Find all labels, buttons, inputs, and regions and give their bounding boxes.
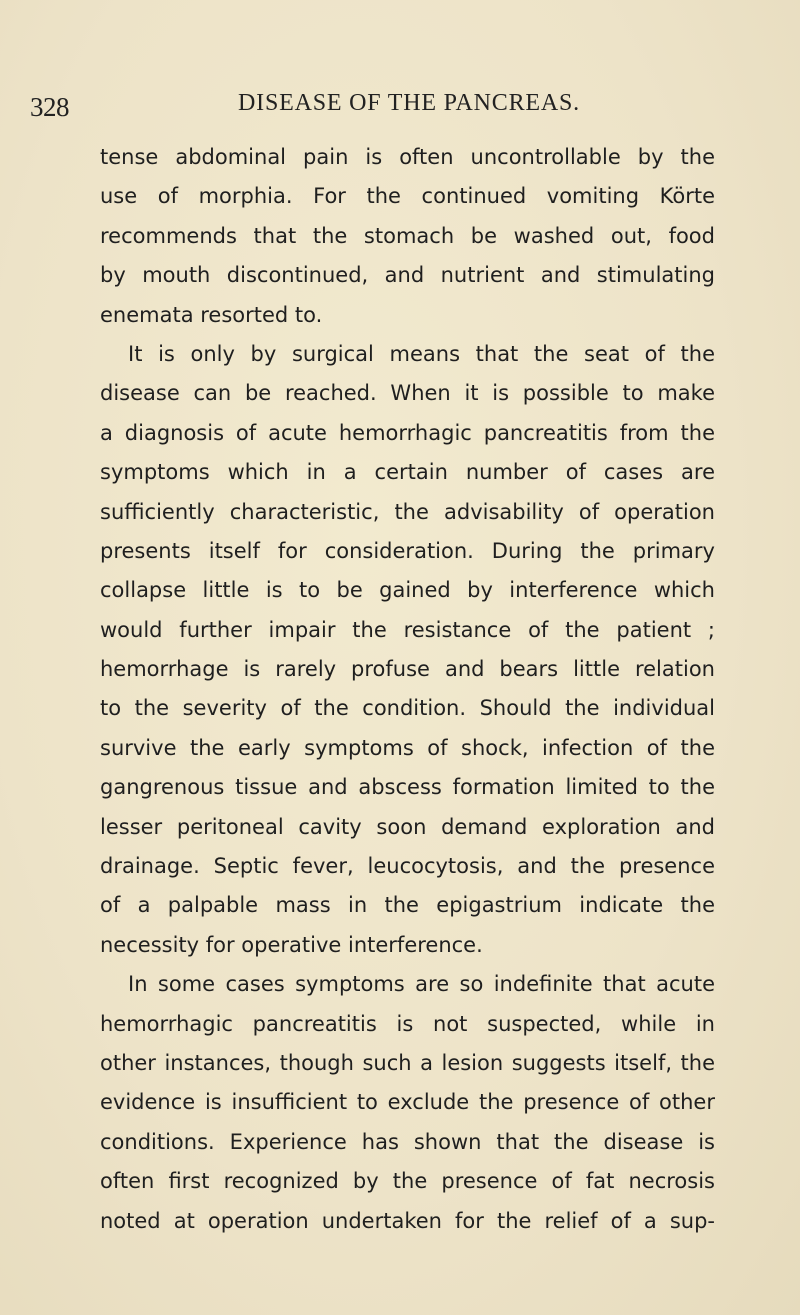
text-line: In some cases symptoms are so indefinite that acute — [128, 972, 715, 997]
text-line: enemata resorted to. — [100, 302, 323, 327]
text-line: It is only by surgical means that the seat of the — [128, 341, 715, 366]
text-line: of a palpable mass in the epigastrium indicate the — [100, 893, 715, 918]
text-line: by mouth discontinued, and nutrient and stimulating — [100, 263, 715, 288]
body-text — [100, 138, 715, 1241]
text-line: symptoms which in a certain number of cases are — [100, 460, 715, 485]
text-line: disease can be reached. When it is possible to make — [100, 381, 715, 406]
text-line: necessity for operative interference. — [100, 932, 483, 957]
text-line: evidence is insufficient to exclude the presence of other — [100, 1090, 715, 1115]
text-line: presents itself for consideration. During the primary — [100, 538, 715, 563]
text-line: drainage. Septic fever, leucocytosis, and the presence — [100, 854, 715, 879]
text-line: hemorrhage is rarely profuse and bears little relation — [100, 657, 715, 682]
text-line: lesser peritoneal cavity soon demand exploration and — [100, 814, 715, 839]
text-line: use of morphia. For the continued vomiting Körte — [100, 184, 715, 209]
text-line: collapse little is to be gained by interference which — [100, 578, 715, 603]
text-line: a diagnosis of acute hemorrhagic pancreatitis from the — [100, 420, 715, 445]
text-line: tense abdominal pain is often uncontrollable by the — [100, 145, 715, 169]
text-line: survive the early symptoms of shock, infection of the — [100, 735, 715, 760]
text-line: noted at operation undertaken for the relief of a sup- — [100, 1208, 715, 1233]
text-line: would further impair the resistance of the patient ; — [100, 617, 715, 642]
page-header — [0, 88, 800, 128]
text-line: recommends that the stomach be washed out, food — [100, 223, 715, 248]
text-line: often first recognized by the presence of fat necrosis — [100, 1169, 715, 1194]
running-title: DISEASE OF THE PANCREAS. — [238, 90, 580, 116]
text-line: to the severity of the condition. Should the individual — [100, 696, 715, 721]
text-line: other instances, though such a lesion suggests itself, the — [100, 1050, 715, 1075]
text-line: gangrenous tissue and abscess formation limited to the — [100, 775, 715, 800]
page-number: 328 — [30, 92, 69, 122]
text-line: sufficiently characteristic, the advisability of operation — [100, 499, 715, 524]
text-line: conditions. Experience has shown that the disease is — [100, 1129, 715, 1154]
text-line: hemorrhagic pancreatitis is not suspected, while in — [100, 1011, 715, 1036]
